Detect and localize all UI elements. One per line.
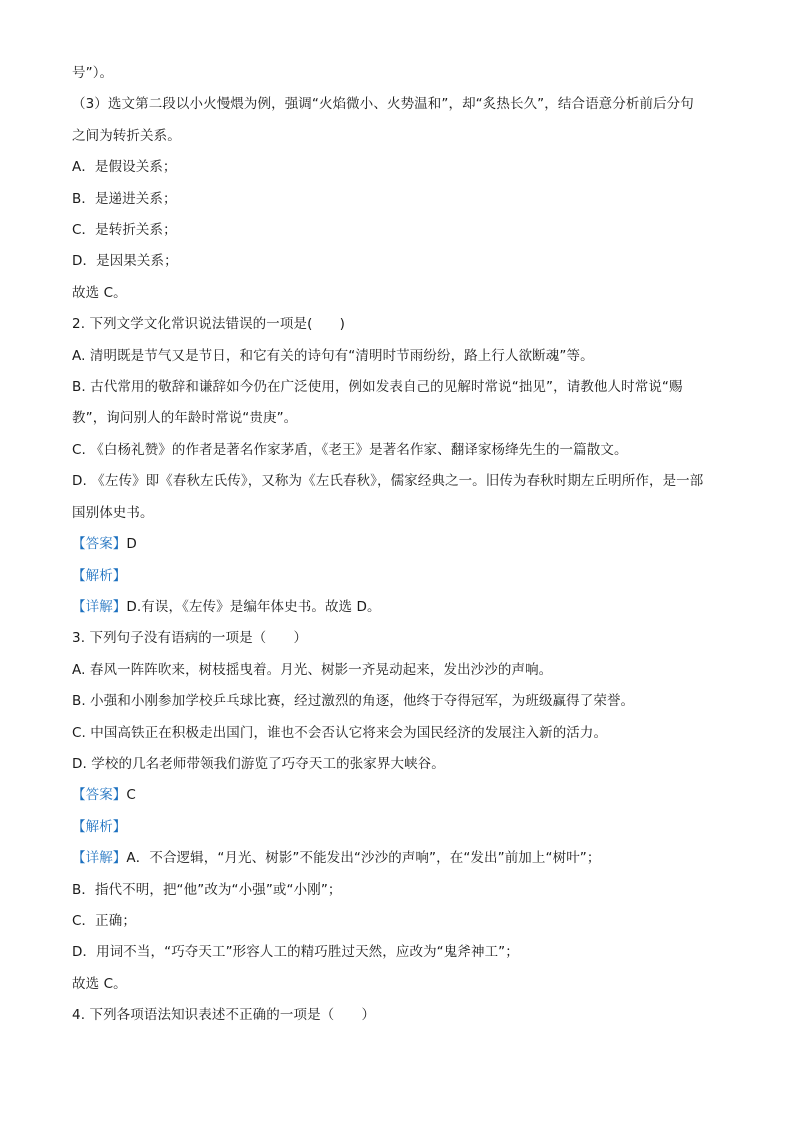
q3-answer — [72, 780, 724, 811]
analysis-tag: 【解析】 — [72, 818, 127, 835]
q3-option-b: B. 小强和小刚参加学校乒乓球比赛，经过激烈的角逐，他终于夺得冠军，为班级赢得了荣誉。 — [72, 693, 635, 710]
question-2: 2. 下列文学文化常识说法错误的一项是( ) — [72, 316, 346, 333]
q3-detail — [72, 843, 724, 874]
answer-value: C — [126, 787, 136, 804]
text-line: 之间为转折关系。 — [72, 127, 181, 144]
q2-detail — [72, 592, 724, 623]
answer-tag: 【答案】 — [72, 536, 127, 553]
option-c: C．是转折关系； — [72, 222, 177, 239]
question-4: 4. 下列各项语法知识表述不正确的一项是（ ） — [72, 1007, 376, 1024]
option-a: A．是假设关系； — [72, 159, 177, 176]
q2-option-b-cont: 教”，询问别人的年龄时常说“贵庚”。 — [72, 410, 298, 427]
question-3: 3. 下列句子没有语病的一项是（ ） — [72, 630, 308, 647]
option-d: D．是因果关系； — [72, 253, 178, 270]
text-line: 号”）。 — [72, 65, 114, 81]
conclusion: 故选 C。 — [72, 284, 127, 301]
q2-option-c: C. 《白杨礼赞》的作者是著名作家茅盾，《老王》是著名作家、翻译家杨绛先生的一篇散文。 — [72, 441, 628, 458]
q3-detail-b: B．指代不明，把“他”改为“小强”或“小刚”； — [72, 881, 342, 898]
answer-tag: 【答案】 — [72, 787, 127, 804]
q3-detail-c: C．正确； — [72, 912, 136, 929]
answer-value: D — [126, 536, 137, 553]
q3-conclusion: 故选 C。 — [72, 975, 127, 992]
detail-text: A．不合逻辑，“月光、树影”不能发出“沙沙的声响”，在“发出”前加上“树叶”； — [126, 850, 601, 867]
document-page — [72, 58, 724, 1032]
detail-tag: 【详解】 — [72, 850, 127, 867]
q2-analysis — [72, 561, 724, 592]
detail-tag: 【详解】 — [72, 598, 127, 615]
option-b: B．是递进关系； — [72, 190, 177, 207]
q2-answer — [72, 529, 724, 560]
q3-option-c: C. 中国高铁正在积极走出国门，谁也不会否认它将来会为国民经济的发展注入新的活力。 — [72, 724, 608, 741]
q3-analysis — [72, 812, 724, 843]
q2-option-d-cont: 国别体史书。 — [72, 504, 154, 521]
q2-option-d: D. 《左传》即《春秋左氏传》，又称为《左氏春秋》，儒家经典之一。旧传为春秋时期左丘明所作，是一部 — [72, 473, 704, 490]
text-line: （3）选文第二段以小火慢煨为例，强调“火焰微小、火势温和”，却“炙热长久”，结合语意分析前后分句 — [72, 96, 694, 113]
detail-text: D.有误，《左传》是编年体史书。故选 D。 — [126, 598, 381, 615]
analysis-tag: 【解析】 — [72, 567, 127, 584]
q3-option-d: D. 学校的几名老师带领我们游览了巧夺天工的张家界大峡谷。 — [72, 755, 445, 772]
q3-option-a: A. 春风一阵阵吹来，树枝摇曳着。月光、树影一齐晃动起来，发出沙沙的声响。 — [72, 661, 553, 678]
q3-detail-d: D．用词不当，“巧夺天工”形容人工的精巧胜过天然，应改为“鬼斧神工”； — [72, 944, 519, 961]
q2-option-b: B. 古代常用的敬辞和谦辞如今仍在广泛使用，例如发表自己的见解时常说“拙见”，请教他人时常说“赐 — [72, 379, 683, 396]
q2-option-a: A. 清明既是节气又是节日，和它有关的诗句有“清明时节雨纷纷，路上行人欲断魂”等。 — [72, 347, 594, 364]
